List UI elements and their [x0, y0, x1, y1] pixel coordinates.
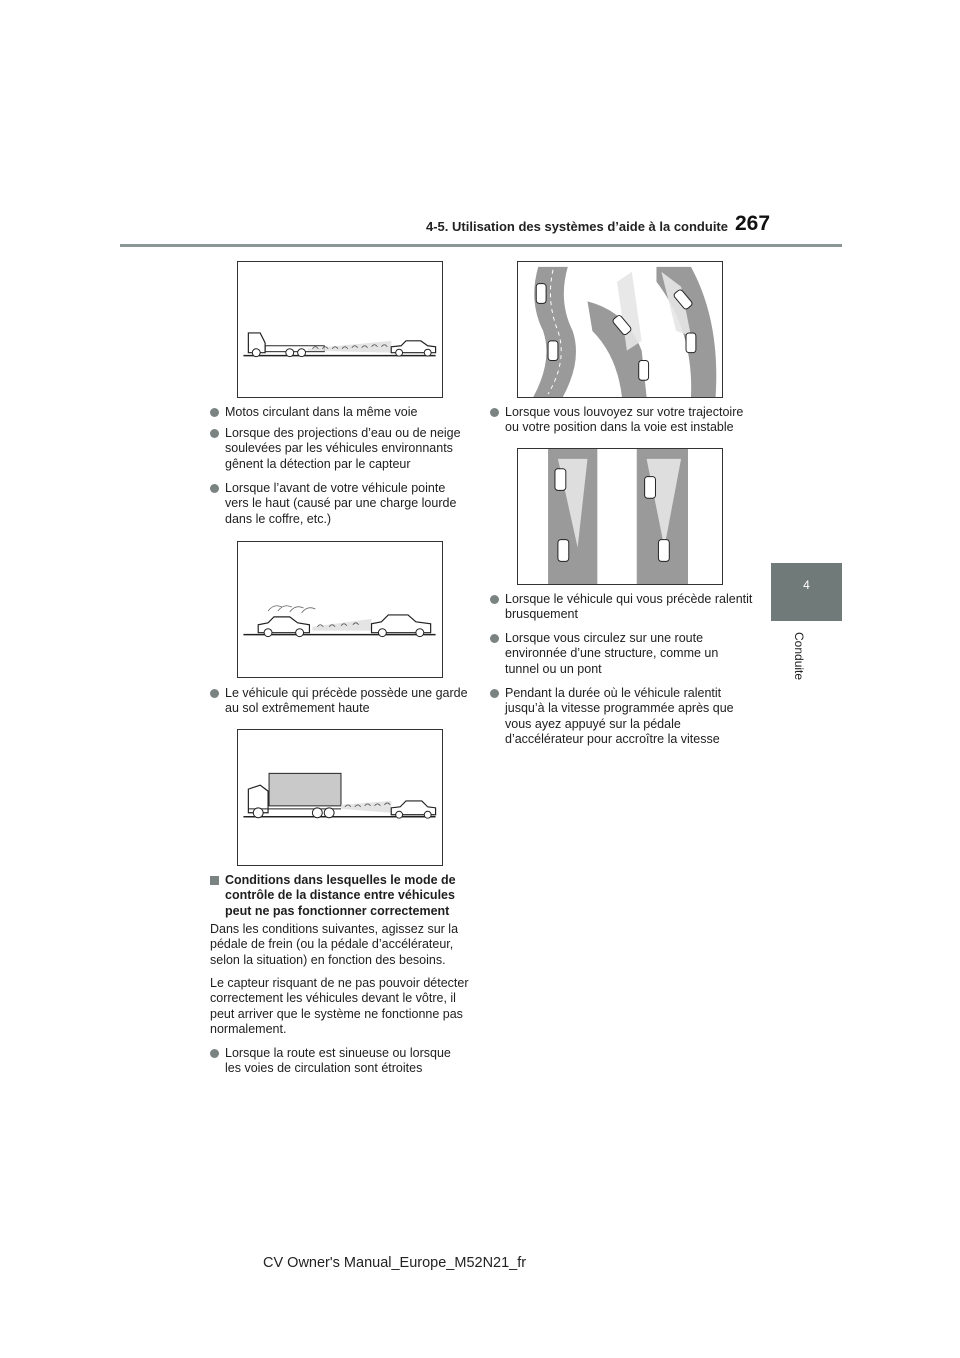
square-bullet-icon — [210, 876, 219, 885]
bullet-item: Le véhicule qui précède possède une garde au sol extrêmement haute — [210, 686, 470, 717]
page-number: 267 — [735, 212, 771, 235]
bullet-icon — [490, 634, 499, 643]
bullet-icon — [210, 689, 219, 698]
bullet-icon — [490, 408, 499, 417]
figure-lane-wandering — [517, 448, 723, 585]
chapter-tab[interactable] — [771, 563, 842, 621]
bullet-item: Lorsque le véhicule qui vous précède ralentit brusquement — [490, 592, 755, 623]
lane-wandering-illustration — [518, 449, 722, 584]
bullet-item: Lorsque l’avant de votre véhicule pointe vers le haut (causé par une charge lourde dans le coffre, etc.) — [210, 481, 470, 527]
figure-low-trailer — [237, 261, 443, 398]
figure-curved-roads — [517, 261, 723, 398]
section-title: 4-5. Utilisation des systèmes d’aide à la conduite — [426, 219, 728, 234]
high-clearance-illustration — [238, 730, 442, 865]
low-trailer-illustration — [238, 262, 442, 397]
header-rule — [120, 244, 842, 247]
bullet-icon — [210, 1049, 219, 1058]
bullet-icon — [210, 429, 219, 438]
paragraph: Le capteur risquant de ne pas pouvoir détecter correctement les véhicules devant le vôtre, il peut arriver que le système ne fonctionne pas normalement. — [210, 976, 469, 1037]
bullet-item: Pendant la durée où le véhicule ralentit jusqu’à la vitesse programmée après que vous ayez appuyé sur la pédale d’accélérateur pour accroître la vitesse — [490, 686, 755, 748]
bullet-item: Lorsque vous louvoyez sur votre trajectoire ou votre position dans la voie est instable — [490, 405, 755, 436]
bullet-icon — [490, 595, 499, 604]
chapter-label: Conduite — [792, 632, 806, 681]
figure-water-spray — [237, 541, 443, 678]
bullet-icon — [210, 484, 219, 493]
figure-high-clearance-truck — [237, 729, 443, 866]
bullet-icon — [210, 408, 219, 417]
water-spray-illustration — [238, 542, 442, 677]
curved-roads-illustration — [518, 262, 722, 397]
bullet-icon — [490, 689, 499, 698]
bullet-item: Motos circulant dans la même voie — [210, 405, 470, 420]
chapter-number: 4 — [803, 578, 810, 592]
section-heading: Conditions dans lesquelles le mode de contrôle de la distance entre véhicules peut ne pas fonctionner correctement — [210, 873, 470, 919]
paragraph: Dans les conditions suivantes, agissez sur la pédale de frein (ou la pédale d’accélérateur, selon la situation) en fonction des besoins. — [210, 922, 459, 967]
bullet-item: Lorsque vous circulez sur une route environnée d’une structure, comme un tunnel ou un pont — [490, 631, 755, 677]
footer-manual-name: CV Owner's Manual_Europe_M52N21_fr — [263, 1255, 527, 1271]
bullet-item: Lorsque la route est sinueuse ou lorsque les voies de circulation sont étroites — [210, 1046, 470, 1077]
bullet-item: Lorsque des projections d’eau ou de neige soulevées par les véhicules environnants gênent la détection par le capteur — [210, 426, 470, 472]
